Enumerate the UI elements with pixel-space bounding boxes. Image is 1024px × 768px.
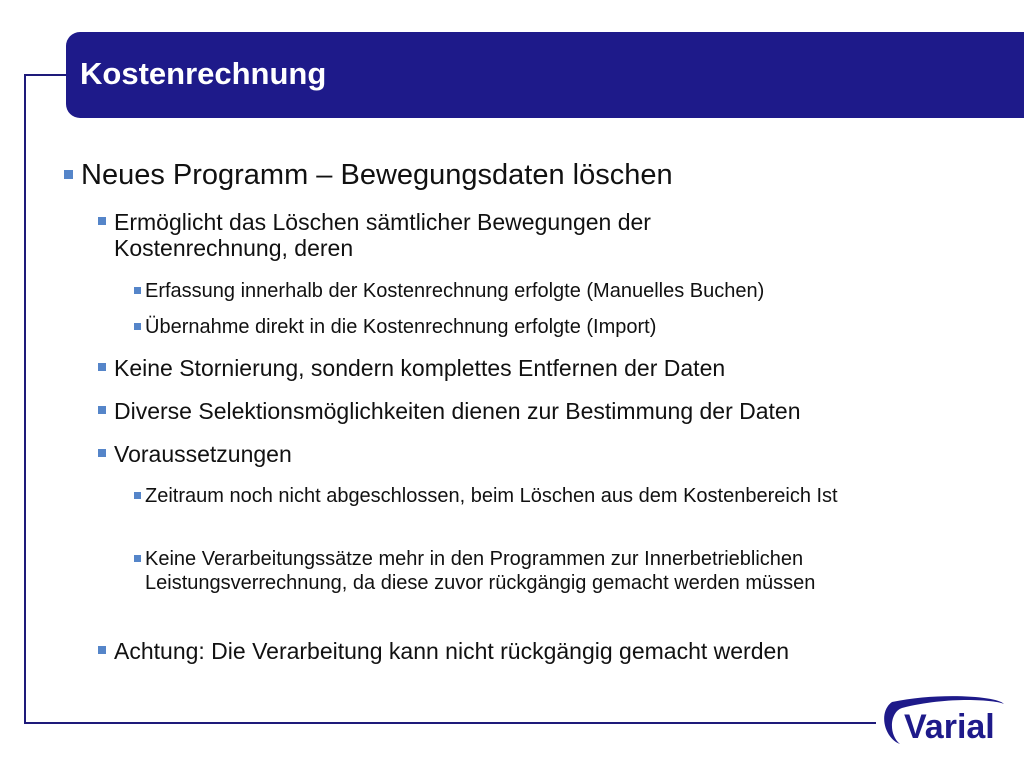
square-bullet-icon <box>98 449 106 457</box>
square-bullet-icon <box>134 492 141 499</box>
slide-title: Kostenrechnung <box>80 56 327 91</box>
bullet-item-1-sub-1 <box>134 279 994 303</box>
bullet-item-heading <box>64 158 964 192</box>
square-bullet-icon <box>64 170 73 179</box>
square-bullet-icon <box>98 217 106 225</box>
square-bullet-icon <box>134 287 141 294</box>
bullet-item-4 <box>98 441 978 467</box>
square-bullet-icon <box>134 555 141 562</box>
bullet-text: Voraussetzungen <box>114 441 292 467</box>
square-bullet-icon <box>134 323 141 330</box>
square-bullet-icon <box>98 406 106 414</box>
bullet-text: Übernahme direkt in die Kostenrechnung erfolgte (Import) <box>145 316 657 338</box>
logo-text: Varial <box>904 708 995 746</box>
bullet-item-1 <box>98 209 818 261</box>
bullet-item-5 <box>98 638 998 664</box>
bullet-text: Diverse Selektionsmöglichkeiten dienen zur Bestimmung der Daten <box>114 398 801 424</box>
square-bullet-icon <box>98 363 106 371</box>
bullet-text: Erfassung innerhalb der Kostenrechnung erfolgte (Manuelles Buchen) <box>145 280 765 302</box>
varial-logo <box>878 694 1008 750</box>
bullet-text: Keine Stornierung, sondern komplettes Entfernen der Daten <box>114 355 726 381</box>
square-bullet-icon <box>98 646 106 654</box>
bullet-item-2 <box>98 355 978 381</box>
bullet-item-1-sub-2 <box>134 315 994 339</box>
bullet-item-4-sub-2 <box>134 547 1004 595</box>
bullet-text: Keine Verarbeitungssätze mehr in den Programmen zur Innerbetrieblichen Leistungsverrechnung, da diese zuvor rückgängig gemacht werden müssen <box>145 548 816 594</box>
heading-text: Neues Programm – Bewegungsdaten löschen <box>81 159 673 191</box>
bullet-text: Zeitraum noch nicht abgeschlossen, beim Löschen aus dem Kostenbereich Ist <box>145 485 838 507</box>
bullet-item-4-sub-1 <box>134 484 854 508</box>
bullet-item-3 <box>98 398 998 424</box>
bullet-text: Achtung: Die Verarbeitung kann nicht rückgängig gemacht werden <box>114 638 790 664</box>
bullet-text: Ermöglicht das Löschen sämtlicher Bewegungen der Kostenrechnung, deren <box>114 209 651 261</box>
